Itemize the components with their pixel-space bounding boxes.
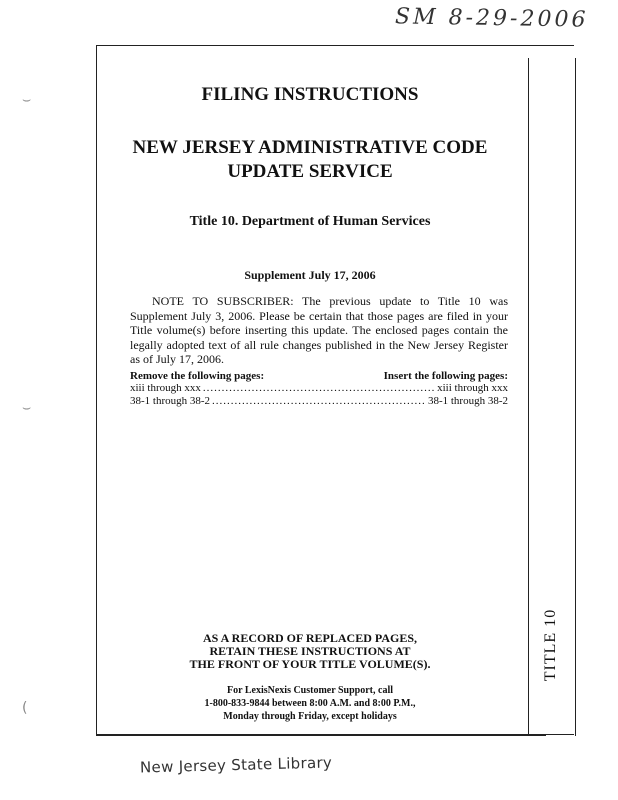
insert-header: Insert the following pages: xyxy=(383,370,508,382)
supplement-date: Supplement July 17, 2006 xyxy=(244,268,376,282)
handwritten-date-note: SM 8-29-2006 xyxy=(394,4,589,33)
remove-header: Remove the following pages: xyxy=(130,370,265,382)
leader-dots xyxy=(212,395,426,408)
table-row xyxy=(130,395,508,408)
bottom-rule xyxy=(96,734,574,735)
table-row xyxy=(130,382,508,395)
insert-pages: 38-1 through 38-2 xyxy=(427,395,508,407)
service-heading-line1: NEW JERSEY ADMINISTRATIVE CODE xyxy=(132,137,488,158)
binder-hole-mark: ⌣ xyxy=(22,92,32,108)
remove-pages: xiii through xxx xyxy=(130,382,201,394)
support-line3: Monday through Friday, except holidays xyxy=(223,711,397,722)
title-tab-label: TITLE 10 xyxy=(542,608,560,682)
subscriber-note: NOTE TO SUBSCRIBER: The previous update to Title 10 was Supplement July 3, 2006. Please be certain that those pages are filed in your Title volume(s) before inserting this update. The enclosed pages contain the legally adopted text of all rule changes published in the New Jersey Register as of July 17, 2006. xyxy=(130,294,508,366)
title-subtitle: Title 10. Department of Human Services xyxy=(189,214,431,229)
binder-hole-mark: ⌣ xyxy=(22,400,32,416)
support-line1: For LexisNexis Customer Support, call xyxy=(226,685,393,696)
insert-pages: xiii through xxx xyxy=(437,382,508,394)
pages-table xyxy=(130,370,508,408)
customer-support xyxy=(110,684,510,723)
support-line2: 1-800-833-9844 between 8:00 A.M. and 8:00 P.M., xyxy=(204,698,416,709)
tab-top-rule xyxy=(528,45,574,46)
service-heading xyxy=(110,136,510,184)
remove-pages: 38-1 through 38-2 xyxy=(130,395,211,407)
record-line3: THE FRONT OF YOUR TITLE VOLUME(S). xyxy=(189,657,431,671)
binder-hole-mark: ( xyxy=(22,700,28,716)
library-stamp: New Jersey State Library xyxy=(139,753,333,777)
pages-table-header xyxy=(130,370,508,382)
record-instructions xyxy=(110,632,510,671)
record-line1: AS A RECORD OF REPLACED PAGES, xyxy=(202,631,418,645)
service-heading-line2: UPDATE SERVICE xyxy=(227,161,393,182)
page-title: FILING INSTRUCTIONS xyxy=(201,84,419,105)
record-line2: RETAIN THESE INSTRUCTIONS AT xyxy=(209,644,411,658)
leader-dots xyxy=(203,382,435,395)
